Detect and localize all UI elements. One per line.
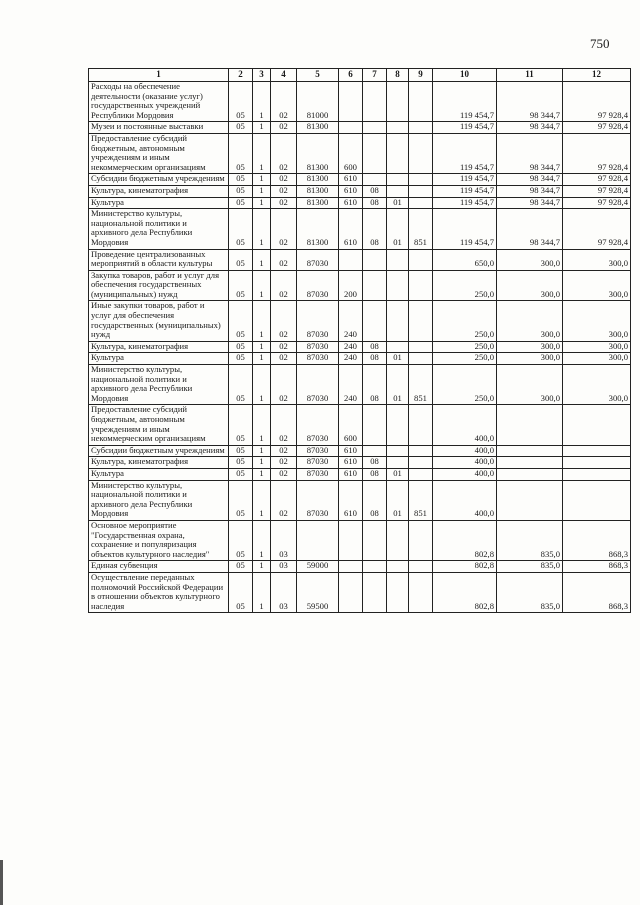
table-row — [89, 341, 631, 353]
code-cell: 02 — [271, 480, 297, 520]
code-cell: 05 — [229, 445, 253, 457]
code-cell: 87030 — [297, 405, 339, 445]
code-cell: 87030 — [297, 249, 339, 270]
code-cell: 05 — [229, 197, 253, 209]
table-row — [89, 197, 631, 209]
code-cell — [409, 122, 433, 134]
code-cell: 05 — [229, 133, 253, 173]
row-description: Субсидии бюджетным учреждениям — [89, 174, 229, 186]
code-cell: 05 — [229, 341, 253, 353]
code-cell: 81300 — [297, 122, 339, 134]
amount-cell: 835,0 — [497, 561, 563, 573]
code-cell: 87030 — [297, 480, 339, 520]
table-row — [89, 270, 631, 301]
row-description: Культура, кинематография — [89, 457, 229, 469]
code-cell: 1 — [253, 197, 271, 209]
column-header: 1 — [89, 69, 229, 82]
code-cell: 01 — [387, 468, 409, 480]
amount-cell — [563, 468, 631, 480]
row-description: Культура — [89, 468, 229, 480]
amount-cell: 300,0 — [497, 353, 563, 365]
code-cell — [363, 445, 387, 457]
row-description: Культура, кинематография — [89, 341, 229, 353]
amount-cell: 400,0 — [433, 468, 497, 480]
code-cell: 02 — [271, 445, 297, 457]
code-cell — [387, 270, 409, 301]
table-body — [89, 82, 631, 613]
code-cell — [409, 197, 433, 209]
row-description: Расходы на обеспечение деятельности (оказание услуг) государственных учреждений Республики Мордовия — [89, 82, 229, 122]
code-cell: 01 — [387, 209, 409, 249]
amount-cell: 119 454,7 — [433, 133, 497, 173]
code-cell: 05 — [229, 174, 253, 186]
code-cell: 08 — [363, 468, 387, 480]
code-cell — [363, 133, 387, 173]
column-header: 3 — [253, 69, 271, 82]
code-cell — [409, 174, 433, 186]
amount-cell: 119 454,7 — [433, 82, 497, 122]
code-cell: 03 — [271, 572, 297, 612]
amount-cell — [497, 468, 563, 480]
amount-cell — [563, 405, 631, 445]
page-number: 750 — [590, 36, 610, 51]
code-cell: 59500 — [297, 572, 339, 612]
amount-cell: 300,0 — [563, 341, 631, 353]
amount-cell: 119 454,7 — [433, 209, 497, 249]
amount-cell: 802,8 — [433, 572, 497, 612]
amount-cell — [497, 405, 563, 445]
code-cell: 81300 — [297, 197, 339, 209]
amount-cell: 868,3 — [563, 561, 631, 573]
code-cell — [339, 249, 363, 270]
table-row — [89, 185, 631, 197]
amount-cell: 400,0 — [433, 405, 497, 445]
table-row — [89, 122, 631, 134]
code-cell: 851 — [409, 480, 433, 520]
row-description: Культура — [89, 353, 229, 365]
code-cell: 02 — [271, 270, 297, 301]
code-cell: 81300 — [297, 185, 339, 197]
code-cell: 05 — [229, 249, 253, 270]
amount-cell: 300,0 — [563, 301, 631, 341]
table-row — [89, 405, 631, 445]
code-cell — [409, 82, 433, 122]
code-cell — [387, 301, 409, 341]
amount-cell: 97 928,4 — [563, 82, 631, 122]
code-cell — [339, 561, 363, 573]
amount-cell: 300,0 — [497, 301, 563, 341]
amount-cell: 119 454,7 — [433, 122, 497, 134]
code-cell — [363, 249, 387, 270]
code-cell: 87030 — [297, 301, 339, 341]
code-cell: 08 — [363, 480, 387, 520]
code-cell: 87030 — [297, 457, 339, 469]
code-cell — [387, 561, 409, 573]
code-cell: 1 — [253, 185, 271, 197]
row-description: Культура — [89, 197, 229, 209]
row-description: Проведение централизованных мероприятий в области культуры — [89, 249, 229, 270]
amount-cell: 300,0 — [563, 365, 631, 405]
amount-cell: 119 454,7 — [433, 174, 497, 186]
amount-cell: 868,3 — [563, 520, 631, 560]
amount-cell: 868,3 — [563, 572, 631, 612]
amount-cell: 300,0 — [497, 341, 563, 353]
code-cell — [387, 457, 409, 469]
code-cell — [387, 405, 409, 445]
code-cell — [339, 122, 363, 134]
code-cell — [363, 301, 387, 341]
amount-cell — [563, 445, 631, 457]
code-cell: 02 — [271, 341, 297, 353]
amount-cell: 300,0 — [563, 249, 631, 270]
code-cell: 02 — [271, 185, 297, 197]
code-cell: 08 — [363, 365, 387, 405]
code-cell: 05 — [229, 301, 253, 341]
code-cell — [363, 122, 387, 134]
code-cell: 05 — [229, 122, 253, 134]
code-cell: 59000 — [297, 561, 339, 573]
code-cell: 87030 — [297, 445, 339, 457]
code-cell — [363, 520, 387, 560]
code-cell: 851 — [409, 365, 433, 405]
code-cell: 01 — [387, 197, 409, 209]
amount-cell: 802,8 — [433, 561, 497, 573]
code-cell — [339, 82, 363, 122]
code-cell — [387, 520, 409, 560]
code-cell: 05 — [229, 209, 253, 249]
column-header: 8 — [387, 69, 409, 82]
table-row — [89, 301, 631, 341]
amount-cell — [563, 480, 631, 520]
code-cell: 1 — [253, 341, 271, 353]
row-description: Министерство культуры, национальной политики и архивного дела Республики Мордовия — [89, 365, 229, 405]
row-description: Осуществление переданных полномочий Российской Федерации в отношении объектов культурного наследия — [89, 572, 229, 612]
code-cell: 1 — [253, 457, 271, 469]
amount-cell: 97 928,4 — [563, 174, 631, 186]
code-cell: 610 — [339, 480, 363, 520]
code-cell — [409, 457, 433, 469]
code-cell: 610 — [339, 445, 363, 457]
budget-table — [88, 68, 631, 613]
code-cell: 81300 — [297, 133, 339, 173]
row-description: Культура, кинематография — [89, 185, 229, 197]
code-cell: 610 — [339, 468, 363, 480]
amount-cell: 119 454,7 — [433, 185, 497, 197]
code-cell: 01 — [387, 480, 409, 520]
amount-cell: 250,0 — [433, 341, 497, 353]
amount-cell: 250,0 — [433, 353, 497, 365]
amount-cell: 98 344,7 — [497, 197, 563, 209]
table-row — [89, 353, 631, 365]
code-cell: 02 — [271, 133, 297, 173]
table-row — [89, 457, 631, 469]
amount-cell: 300,0 — [563, 270, 631, 301]
code-cell — [409, 405, 433, 445]
code-cell: 1 — [253, 122, 271, 134]
code-cell — [409, 445, 433, 457]
code-cell: 02 — [271, 353, 297, 365]
amount-cell: 98 344,7 — [497, 185, 563, 197]
code-cell: 05 — [229, 572, 253, 612]
row-description: Предоставление субсидий бюджетным, автономным учреждениям и иным некоммерческим организациям — [89, 405, 229, 445]
code-cell — [363, 270, 387, 301]
code-cell: 200 — [339, 270, 363, 301]
code-cell: 610 — [339, 174, 363, 186]
code-cell — [409, 561, 433, 573]
code-cell: 05 — [229, 480, 253, 520]
code-cell — [387, 82, 409, 122]
amount-cell: 119 454,7 — [433, 197, 497, 209]
row-description: Единая субвенция — [89, 561, 229, 573]
amount-cell: 300,0 — [497, 249, 563, 270]
code-cell: 08 — [363, 341, 387, 353]
code-cell: 87030 — [297, 365, 339, 405]
row-description: Министерство культуры, национальной политики и архивного дела Республики Мордовия — [89, 209, 229, 249]
code-cell — [363, 572, 387, 612]
code-cell: 05 — [229, 185, 253, 197]
code-cell — [363, 82, 387, 122]
code-cell: 08 — [363, 185, 387, 197]
code-cell: 1 — [253, 561, 271, 573]
code-cell: 1 — [253, 405, 271, 445]
code-cell — [363, 405, 387, 445]
table-row — [89, 445, 631, 457]
code-cell: 1 — [253, 270, 271, 301]
amount-cell: 250,0 — [433, 301, 497, 341]
code-cell: 02 — [271, 365, 297, 405]
code-cell — [387, 445, 409, 457]
amount-cell — [497, 457, 563, 469]
amount-cell: 97 928,4 — [563, 209, 631, 249]
code-cell: 240 — [339, 301, 363, 341]
code-cell: 81300 — [297, 174, 339, 186]
amount-cell: 250,0 — [433, 270, 497, 301]
code-cell — [409, 249, 433, 270]
amount-cell: 97 928,4 — [563, 122, 631, 134]
code-cell: 87030 — [297, 270, 339, 301]
amount-cell: 98 344,7 — [497, 174, 563, 186]
code-cell — [409, 572, 433, 612]
code-cell: 02 — [271, 197, 297, 209]
code-cell: 02 — [271, 405, 297, 445]
amount-cell: 98 344,7 — [497, 133, 563, 173]
code-cell — [409, 520, 433, 560]
code-cell: 05 — [229, 405, 253, 445]
code-cell: 1 — [253, 249, 271, 270]
code-cell: 02 — [271, 457, 297, 469]
code-cell: 1 — [253, 301, 271, 341]
code-cell: 1 — [253, 520, 271, 560]
code-cell — [387, 341, 409, 353]
code-cell: 08 — [363, 457, 387, 469]
code-cell: 1 — [253, 82, 271, 122]
amount-cell: 300,0 — [563, 353, 631, 365]
header-row — [89, 69, 631, 82]
code-cell: 03 — [271, 520, 297, 560]
table-row — [89, 365, 631, 405]
row-description: Закупка товаров, работ и услуг для обеспечения государственных (муниципальных) нужд — [89, 270, 229, 301]
code-cell — [339, 520, 363, 560]
amount-cell: 98 344,7 — [497, 209, 563, 249]
code-cell — [387, 185, 409, 197]
code-cell: 02 — [271, 249, 297, 270]
code-cell: 610 — [339, 209, 363, 249]
column-header: 2 — [229, 69, 253, 82]
code-cell — [339, 572, 363, 612]
code-cell — [409, 301, 433, 341]
column-header: 7 — [363, 69, 387, 82]
code-cell: 02 — [271, 468, 297, 480]
code-cell: 05 — [229, 561, 253, 573]
code-cell: 240 — [339, 341, 363, 353]
code-cell: 1 — [253, 353, 271, 365]
code-cell: 610 — [339, 457, 363, 469]
code-cell — [409, 133, 433, 173]
code-cell: 03 — [271, 561, 297, 573]
row-description: Предоставление субсидий бюджетным, автономным учреждениям и иным некоммерческим организациям — [89, 133, 229, 173]
code-cell: 87030 — [297, 468, 339, 480]
table-row — [89, 82, 631, 122]
code-cell: 240 — [339, 353, 363, 365]
amount-cell: 97 928,4 — [563, 185, 631, 197]
amount-cell — [563, 457, 631, 469]
code-cell — [409, 468, 433, 480]
amount-cell: 400,0 — [433, 445, 497, 457]
amount-cell: 97 928,4 — [563, 197, 631, 209]
code-cell: 08 — [363, 209, 387, 249]
code-cell: 851 — [409, 209, 433, 249]
code-cell — [409, 270, 433, 301]
table-row — [89, 561, 631, 573]
amount-cell: 300,0 — [497, 270, 563, 301]
table-row — [89, 209, 631, 249]
code-cell: 1 — [253, 365, 271, 405]
code-cell: 02 — [271, 174, 297, 186]
code-cell: 610 — [339, 185, 363, 197]
row-description: Министерство культуры, национальной политики и архивного дела Республики Мордовия — [89, 480, 229, 520]
amount-cell: 835,0 — [497, 572, 563, 612]
code-cell: 02 — [271, 122, 297, 134]
code-cell: 1 — [253, 468, 271, 480]
amount-cell: 98 344,7 — [497, 82, 563, 122]
row-description: Субсидии бюджетным учреждениям — [89, 445, 229, 457]
column-header: 4 — [271, 69, 297, 82]
amount-cell: 98 344,7 — [497, 122, 563, 134]
row-description: Иные закупки товаров, работ и услуг для обеспечения государственных (муниципальных) нужд — [89, 301, 229, 341]
code-cell: 05 — [229, 520, 253, 560]
amount-cell: 400,0 — [433, 480, 497, 520]
amount-cell: 802,8 — [433, 520, 497, 560]
table-row — [89, 468, 631, 480]
code-cell: 01 — [387, 365, 409, 405]
table-row — [89, 572, 631, 612]
code-cell — [409, 185, 433, 197]
code-cell: 1 — [253, 133, 271, 173]
code-cell: 1 — [253, 209, 271, 249]
column-header: 10 — [433, 69, 497, 82]
code-cell: 81000 — [297, 82, 339, 122]
code-cell: 1 — [253, 480, 271, 520]
code-cell — [297, 520, 339, 560]
amount-cell: 97 928,4 — [563, 133, 631, 173]
code-cell: 05 — [229, 82, 253, 122]
code-cell: 05 — [229, 353, 253, 365]
code-cell: 600 — [339, 133, 363, 173]
table-row — [89, 480, 631, 520]
code-cell: 08 — [363, 197, 387, 209]
column-header: 9 — [409, 69, 433, 82]
amount-cell: 250,0 — [433, 365, 497, 405]
code-cell: 01 — [387, 353, 409, 365]
code-cell — [387, 133, 409, 173]
column-header: 11 — [497, 69, 563, 82]
code-cell: 02 — [271, 209, 297, 249]
code-cell: 1 — [253, 572, 271, 612]
code-cell — [409, 353, 433, 365]
code-cell — [387, 122, 409, 134]
amount-cell — [497, 445, 563, 457]
code-cell: 02 — [271, 82, 297, 122]
column-header: 6 — [339, 69, 363, 82]
code-cell — [363, 174, 387, 186]
code-cell: 08 — [363, 353, 387, 365]
code-cell: 05 — [229, 468, 253, 480]
row-description: Основное мероприятие "Государственная охрана, сохранение и популяризация объектов культурного наследия" — [89, 520, 229, 560]
code-cell: 05 — [229, 365, 253, 405]
column-header: 12 — [563, 69, 631, 82]
code-cell: 87030 — [297, 353, 339, 365]
code-cell: 1 — [253, 445, 271, 457]
row-description: Музеи и постоянные выставки — [89, 122, 229, 134]
code-cell — [387, 572, 409, 612]
code-cell: 05 — [229, 270, 253, 301]
code-cell: 240 — [339, 365, 363, 405]
table-row — [89, 520, 631, 560]
code-cell: 610 — [339, 197, 363, 209]
table-row — [89, 174, 631, 186]
code-cell: 81300 — [297, 209, 339, 249]
amount-cell — [497, 480, 563, 520]
code-cell — [363, 561, 387, 573]
code-cell — [409, 341, 433, 353]
scan-edge-mark — [0, 860, 3, 905]
column-header: 5 — [297, 69, 339, 82]
code-cell: 02 — [271, 301, 297, 341]
code-cell — [387, 249, 409, 270]
amount-cell: 650,0 — [433, 249, 497, 270]
code-cell: 05 — [229, 457, 253, 469]
amount-cell: 300,0 — [497, 365, 563, 405]
code-cell — [387, 174, 409, 186]
amount-cell: 400,0 — [433, 457, 497, 469]
code-cell: 600 — [339, 405, 363, 445]
table-row — [89, 133, 631, 173]
code-cell: 1 — [253, 174, 271, 186]
code-cell: 87030 — [297, 341, 339, 353]
amount-cell: 835,0 — [497, 520, 563, 560]
table-row — [89, 249, 631, 270]
